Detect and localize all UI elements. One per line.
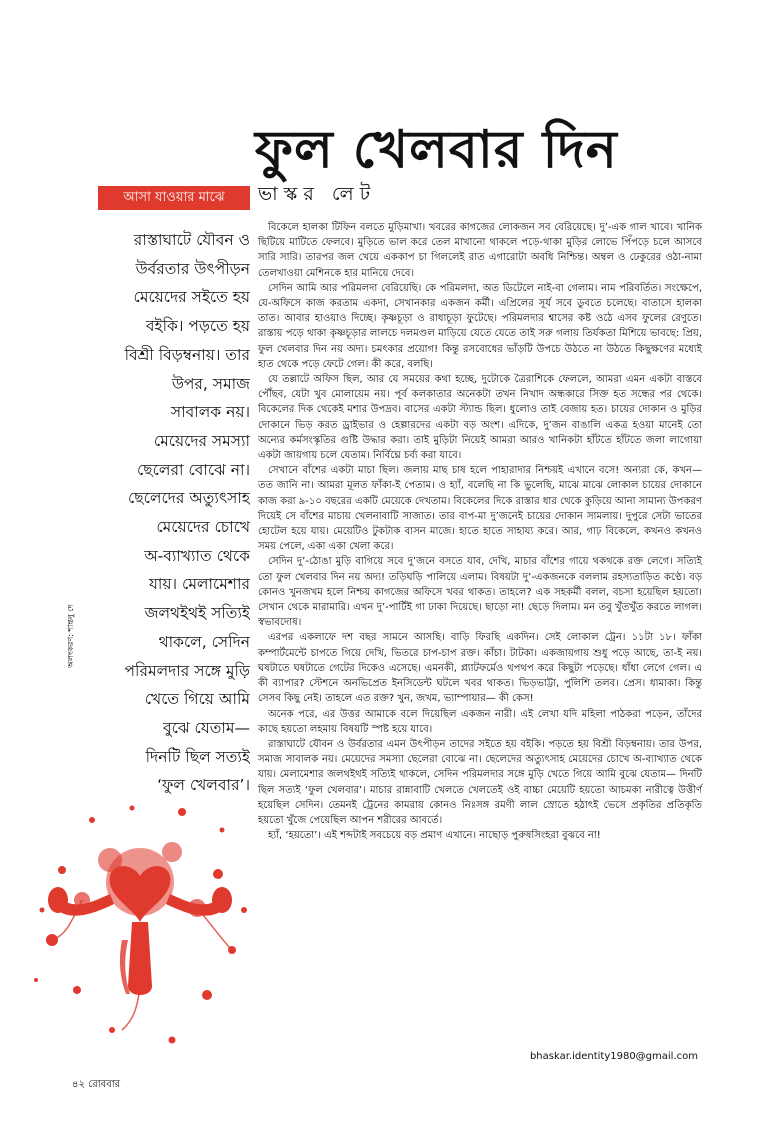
pull-quote-line: বইকি। পড়তে হয় [145, 317, 250, 336]
author-byline: ভাস্কর লেট [258, 183, 377, 205]
author-email: bhaskar.identity1980@gmail.com [529, 1051, 698, 1062]
body-paragraph: বিকেলে হালকা টিফিন বলতে মুড়িমাখা। খবরের কাগজের লোকজন সব বেরিয়েছে। দু’-এক গাল খাবে। খানিক ছিটিয়ে মাটিতে ফেলবে। মুড়িতে ভাল করে তেল মাখানো থাকলে পড়ে-থাকা মুড়ির লোভে পিঁপড়ে চলে আসবে সারি সারি। তারপর জল খেয়ে এককাপ চা গিললেই রাত এগারোটা অবধি নিশ্চিন্ত। অম্বল ও ঢেকুরের ওঠা-নামা তেলখাওয়া মেশিনকে হার মানিয়ে দেবে। [258, 222, 702, 279]
pull-quote-line: উপর, সমাজ [171, 374, 250, 393]
pull-quote-line: পরিমলদার সঙ্গে মুড়ি [124, 661, 250, 680]
body-paragraph: সেদিন আমি আর পরিমলদা বেরিয়েছি। কে পরিমলদা, অত ডিটেলে নাই-বা গেলাম। নাম পরিবর্তিত। সংক্ষেপে, যে-অফিসে কাজ করতাম একদা, সেখানকার একজন কর্মী। এপ্রিলের সূর্য সবে ডুবতে চলেছে। বাতাসে হালকা তাত। আবার হাওয়াও দিচ্ছে। কৃষ্ণচূড়া ও রাধাচূড়া ফুটেছে। পরিমলদার শ্বাসের কষ্ট ওঠে এসব ফুলের রেণুতে। রাস্তায় পড়ে থাকা কৃষ্ণচূড়ার লালচে দলমণ্ডল মাড়িয়ে যেতে যেতে তাই সরু গলায় তির্যকতা মিশিয়ে ভাবছে: প্রিয়, ফুল খেলবার দিন নয় অদ্য। চমৎকার প্রয়োগ! কিন্তু রসবোধের ভাঁড়টি উপচে উঠতে না উঠতে কিছুক্ষণের মধ্যেই হাত থেকে পড়ে ফেটে গেল। কী করে, বলছি। [258, 282, 702, 370]
pull-quote-line: ছেলেরা বোঝে না। [137, 460, 250, 479]
pull-quote-line: অ-ব্যাখ্যাত থেকে [144, 546, 250, 565]
illustration-credit: অলংকরণ: শান্তনু দে [66, 604, 75, 668]
pull-quote-line: থাকলে, সেদিন [158, 632, 250, 651]
article-title: ফুল খেলবার দিন [255, 120, 618, 180]
body-paragraph: এরপর একলাফে দশ বছর সামনে আসছি। বাড়ি ফিরছি একদিন। সেই লোকাল ট্রেন। ১১টা ১৮। ফাঁকা কম্পার্টমেন্টে চাপতে গিয়ে দেখি, ভিতরে চাপ-চাপ রক্ত। কাঁচা। টাটকা। একজায়গায় শুধু পড়ে আছে, তা-ই নয়। ঘষটাতে ঘষটাতে গেটের দিকেও এসেছে। এমনকী, প্ল্যাটফর্মেও থপথপ করে কিছুটা পড়েছে। ধাঁধা লেগে গেল। এ কী ব্যাপার? স্টেশনে অনভিপ্রেত ইনসিডেন্ট ঘটলে খবর থাকত। ভিড়ভাট্টা, পুলিশি তলব। প্রেস। ধামাকা। কিন্তু সেসব কিছু নেই। তাহলে এত রক্ত? খুন, জখম, ভ্যাম্পায়ার— কী কেস! [258, 632, 702, 705]
pull-quote-line: যায়। মেলামেশার [149, 575, 250, 594]
article-body [258, 220, 702, 843]
body-paragraph: যে তল্লাটে অফিস ছিল, আর যে সময়ের কথা হচ্ছে, দুটোকে ত্রৈরাশিকে ফেললে, আমরা এমন একটা বাস্তবে পৌঁছব, যেটা খুব মোলায়েম নয়। পূর্ব কলকাতার অনেকটা তখন নিখাদ অন্ধকারে সিক্ত হত সন্ধের পর থেকে। বিকেলের দিক থেকেই মশার উপদ্রব। বাসের একটা স্ট্যান্ড ছিল। ধুলোও তাই বেজায় হত। চায়ের দোকান ও মুড়ির দোকানে ভিড় করত ড্রাইভার ও হেল্পারদের একটা বড় অংশ। এদিকে, দু’জন বাঙালি একত্র হওয়া মানেই তো অন্যের কর্মসংস্কৃতির গুষ্টি উদ্ধার করা। তাই মুড়িটা নিয়েই আমরা আরও খানিকটা হাঁটতে হাঁটতে জলা লাগোয়া একটা জায়গায় চলে যেতাম। নির্বিঘ্নে চর্ব্য করা যাবে। [258, 374, 702, 462]
body-paragraph: সেখানে বাঁশের একটা মাচা ছিল। জলায় মাছ চাষ হলে পাহারাদার নিশ্চয়ই এখানে বসে! অন্যরা কে, কখন— তত জানি না। আমরা মূলত ফাঁকা-ই পেতাম। ও হ্যাঁ, বলেছি না কি ভুলেছি, মাঝে মাঝে লোকাল চায়ের দোকানে কাজ করা ৯-১০ বছরের একটি মেয়েকে দেখতাম। বিকেলের দিকে রাস্তার ধার থেকে কুড়িয়ে আনা সামান্য উপকরণ দিয়েই সে বাঁশের মাচায় খেলনাবাটি সাজাত। তার বাপ-মা দু’জনেই চায়ের দোকান সামলায়। দুপুরে সেটা ভাতের হোটেল হয়ে যায়। মেয়েটিও টুকটাক বাসন মাজে। হাতে হাতে সাহায্য করে। আর, গাঢ় বিকেলে, কখনও কখনও সময় পেলে, একা একা খেলা করে। [258, 465, 702, 553]
page-footer: ৪২ রোববার [72, 1079, 121, 1090]
body-paragraph: অনেক পরে, এর উত্তর আমাকে বলে দিয়েছিল একজন নারী। এই লেখা যদি মহিলা পাঠকরা পড়েন, তাঁদের কাছে হয়তো লহমায় বিষয়টি স্পষ্ট হয়ে যাবে। [258, 708, 702, 735]
pull-quote-line: মেয়েদের সইতে হয় [133, 288, 250, 307]
section-badge: আসা যাওয়ার মাঝে [98, 186, 250, 210]
pull-quote-line: দিনটি ছিল সত্যই [145, 747, 250, 766]
body-paragraph: রাস্তাঘাটে যৌবন ও উর্বরতার এমন উৎপীড়ন তাদের সইতে হয় বইকি। পড়তে হয় বিশ্রী বিড়ম্বনায়। তার উপর, সমাজ সাবালক নয়। মেয়েদের সমস্যা ছেলেরা বোঝে না। ছেলেদের অত্যুৎসাহ মেয়েদের চোখে অ-ব্যাখ্যাত থেকে যায়। মেলামেশার জলথইথই সত্যিই থাকলে, সেদিন পরিমলদার সঙ্গে মুড়ি খেতে গিয়ে আমি বুঝে যেতাম— দিনটি ছিল সত্যই ‘ফুল খেলবার’। মাচার রান্নাবাটি খেলতে খেলতেই ওই বাচ্চা মেয়েটি হয়তো আচমকা নারীত্বে উত্তীর্ণ হয়েছিল সেদিন। তেমনই ট্রেনের কামরায় কোনও নিঃসঙ্গ রমণী লাল স্রোতে হঠাৎই ভেসে প্রকৃতির প্রতিকৃতি হয়তো খুঁজে পেয়েছিল আপন শরীরের আবর্তে। [258, 738, 702, 826]
paint-splash-illustration-icon [22, 790, 257, 1060]
pull-quote-line: মেয়েদের সমস্যা [153, 431, 250, 450]
pull-quote-line: ছেলেদের অত্যুৎসাহ [128, 489, 250, 508]
pull-quote-line: উর্বরতার উৎপীড়ন [135, 259, 250, 278]
pull-quote-line: ‘ফুল খেলবার’। [157, 776, 250, 795]
body-paragraph: হ্যাঁ, ‘হয়তো’। এই শব্দটাই সবচেয়ে বড় প্রমাণ এখানে। নাছোড় পুরুষসিংহরা বুঝবে না! [268, 830, 601, 842]
pull-quote-line: রাস্তাঘাটে যৌবন ও [133, 231, 250, 249]
pull-quote [78, 226, 250, 800]
pull-quote-line: জলথইথই সত্যিই [144, 604, 250, 623]
pull-quote-line: বুঝে যেতাম— [163, 718, 250, 737]
pull-quote-line: খেতে গিয়ে আমি [144, 690, 250, 709]
pull-quote-line: বিশ্রী বিড়ম্বনায়। তার [124, 345, 250, 364]
pull-quote-line: সাবালক নয়। [170, 403, 250, 422]
pull-quote-line: মেয়েদের চোখে [156, 518, 250, 537]
body-paragraph: সেদিন দু’-ঠোঙা মুড়ি বাগিয়ে সবে দু’জনে বসতে যাব, দেখি, মাচার বাঁশের গায়ে থকথকে রক্ত লেগে। সত্যিই তো ফুল খেলবার দিন নয় অদ্য! তড়িঘড়ি পালিয়ে এলাম। বিষয়টা দু’-একজনকে বললাম রহস্যতাড়িত কণ্ঠে। বড় কোনও খুনজখম হলে নিশ্চয় কাগজের অফিসে খবর থাকত। তাহলে? এক সহকর্মী বলল, বচসা হয়েছিল হয়তো। সেখান থেকে মারামারি। এখন দু’-পার্টিই গা ঢাকা দিয়েছে। ছাড়ো না! ছেড়ে দিলাম। মন তবু খুঁতখুঁত করতে লাগল। স্বভাবদোষ। [258, 556, 702, 629]
